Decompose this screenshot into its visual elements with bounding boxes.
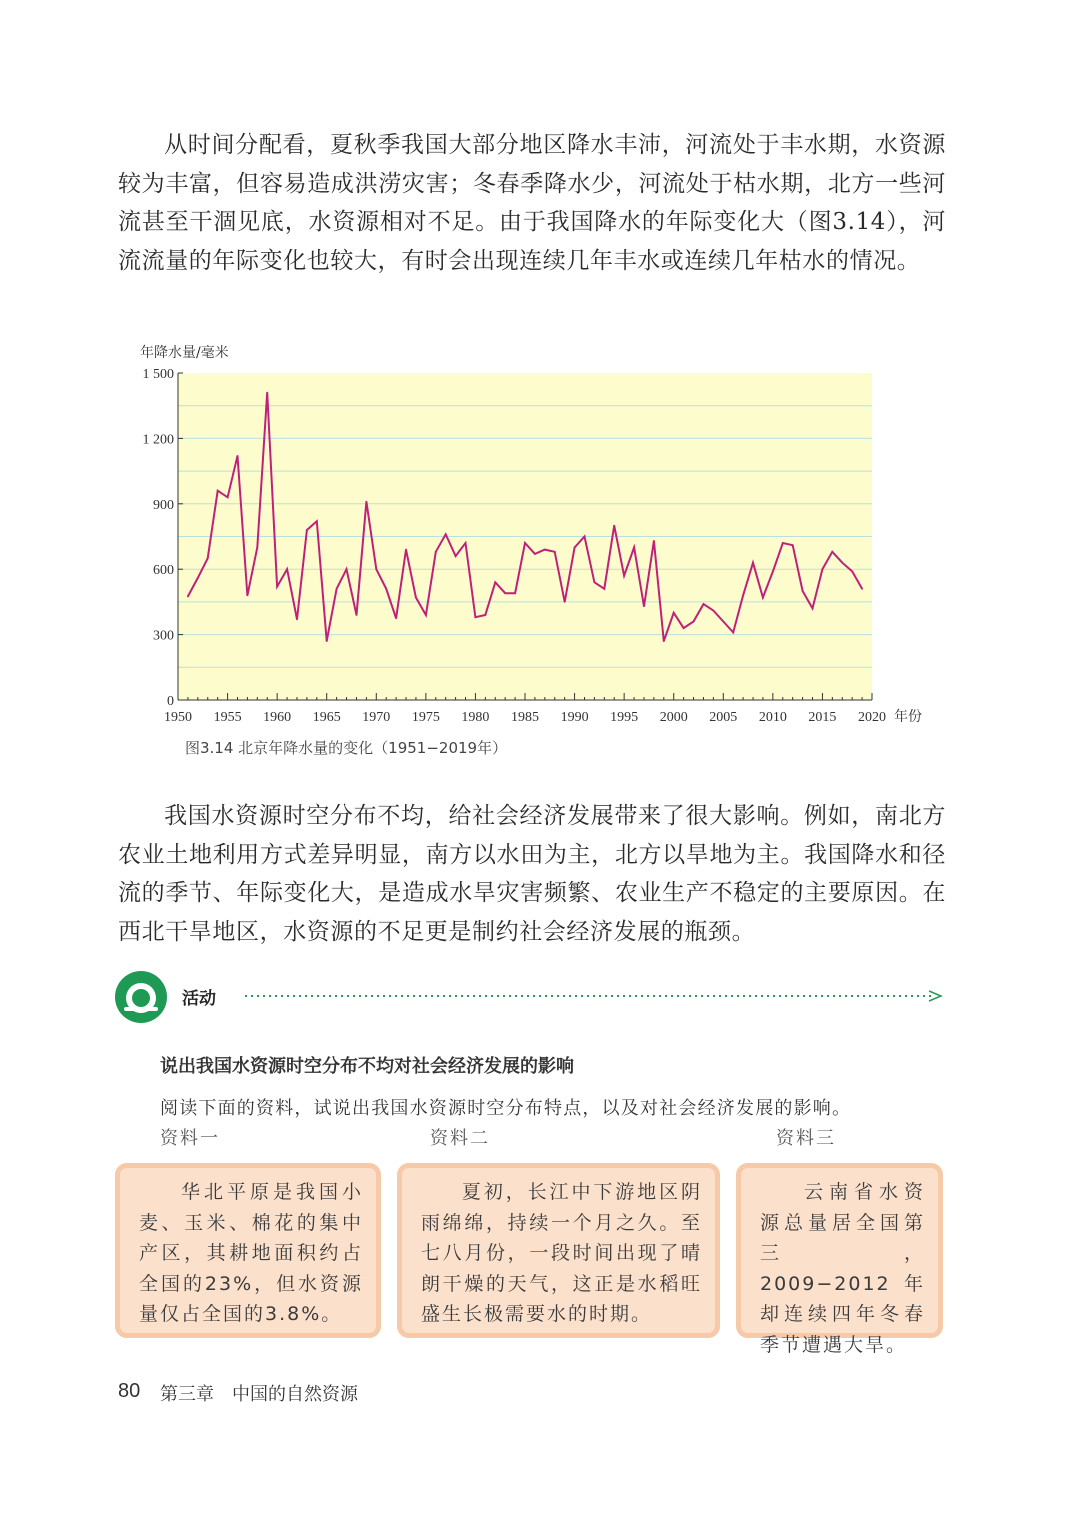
data-point <box>792 544 794 546</box>
data-point <box>812 608 814 610</box>
data-point <box>247 594 249 596</box>
x-tick-label: 1980 <box>461 710 490 725</box>
x-tick-label: 1995 <box>610 710 639 725</box>
data-point <box>574 547 576 549</box>
data-point <box>197 577 199 579</box>
card-1-text: 华北平原是我国小麦、玉米、棉花的集中产区，其耕地面积约占全国的23%，但水资源量仅占全国的3.8%。 <box>139 1181 363 1325</box>
material-card-3 <box>736 1163 943 1356</box>
data-point <box>623 575 625 577</box>
figure-caption: 图3.14 北京年降水量的变化（1951−2019年） <box>185 739 508 757</box>
data-point <box>584 536 586 538</box>
data-point <box>802 590 804 592</box>
data-point <box>484 614 486 616</box>
x-tick-label: 1985 <box>511 710 539 725</box>
y-tick-label: 300 <box>153 628 174 644</box>
data-point <box>544 549 546 551</box>
data-point <box>633 547 635 549</box>
y-tick-label: 1 200 <box>142 432 174 448</box>
y-tick-label: 1 500 <box>142 367 174 382</box>
data-point <box>663 640 665 642</box>
x-tick-label: 1970 <box>362 710 391 725</box>
data-point <box>554 551 556 553</box>
card-label-2: 资料二 <box>430 1128 490 1149</box>
data-point <box>831 551 833 553</box>
data-point <box>861 588 863 590</box>
card-label-1: 资料一 <box>160 1128 220 1149</box>
material-card-2 <box>397 1163 720 1338</box>
data-point <box>851 570 853 572</box>
card-3-text: 云南省水资源总量居全国第三，2009−2012年却连续四年冬春季节遭遇大旱。 <box>760 1181 925 1356</box>
data-point <box>395 617 397 619</box>
y-tick-label: 0 <box>167 694 174 709</box>
data-point <box>514 592 516 594</box>
page-number: 80 <box>118 1380 141 1402</box>
data-point <box>187 596 189 598</box>
data-point <box>722 621 724 623</box>
body-paragraph-1 <box>118 126 946 280</box>
data-point <box>217 490 219 492</box>
data-point <box>732 632 734 634</box>
data-point <box>316 520 318 522</box>
x-tick-label: 1960 <box>263 710 292 725</box>
data-point <box>237 455 239 457</box>
data-point <box>276 586 278 588</box>
data-point <box>782 542 784 544</box>
data-point <box>465 542 467 544</box>
x-tick-label: 1990 <box>560 710 589 725</box>
x-tick-label: 2010 <box>758 710 787 725</box>
chapter-title: 第三章 中国的自然资源 <box>160 1384 358 1405</box>
data-point <box>653 540 655 542</box>
data-point <box>504 592 506 594</box>
data-point <box>673 612 675 614</box>
activity-heading: 说出我国水资源时空分布不均对社会经济发展的影响 <box>160 1056 574 1077</box>
activity-ring-icon <box>114 970 168 1024</box>
data-point <box>266 392 268 394</box>
data-point <box>405 549 407 551</box>
data-point <box>534 553 536 555</box>
paragraph-1-text: 从时间分配看，夏秋季我国大部分地区降水丰沛，河流处于丰水期，水资源较为丰富，但容易造成洪涝灾害；冬春季降水少，河流处于枯水期，北方一些河流甚至干涸见底，水资源相对不足。由于我国降水的年际变化大（图3.14），河流流量的年际变化也较大，有时会出现连续几年丰水或连续几年枯水的情况。 <box>118 132 946 274</box>
card-label-3: 资料三 <box>776 1128 836 1149</box>
data-point <box>286 568 288 570</box>
data-point <box>772 570 774 572</box>
data-point <box>742 594 744 596</box>
data-point <box>613 525 615 527</box>
x-tick-label: 1975 <box>411 710 440 725</box>
data-point <box>603 588 605 590</box>
x-tick-label: 2000 <box>659 710 688 725</box>
y-tick-label: 600 <box>153 563 174 579</box>
data-point <box>356 614 358 616</box>
x-tick-label: 2015 <box>808 710 837 725</box>
data-point <box>415 597 417 599</box>
data-point <box>693 621 695 623</box>
x-tick-label: 2005 <box>709 710 738 725</box>
data-point <box>425 614 427 616</box>
card-2-text: 夏初，长江中下游地区阴雨绵绵，持续一个月之久。至七八月份，一段时间出现了晴朗干燥的天气，这正是水稻旺盛生长极需要水的时期。 <box>421 1181 702 1325</box>
data-point <box>524 542 526 544</box>
data-point <box>475 616 477 618</box>
data-point <box>594 581 596 583</box>
data-point <box>346 568 348 570</box>
data-point <box>445 533 447 535</box>
data-point <box>841 562 843 564</box>
precipitation-chart <box>120 335 940 765</box>
data-point <box>365 501 367 503</box>
paragraph-2-text: 我国水资源时空分布不均，给社会经济发展带来了很大影响。例如，南北方农业土地利用方式差异明显，南方以水田为主，北方以旱地为主。我国降水和径流的季节、年际变化大，是造成水旱灾害频繁、农业生产不稳定的主要原因。在西北干旱地区，水资源的不足更是制约社会经济发展的瓶颈。 <box>118 803 946 945</box>
chart-svg <box>120 335 940 735</box>
activity-dotted-divider <box>245 990 945 1002</box>
activity-instruction: 阅读下面的资料，试说出我国水资源时空分布特点，以及对社会经济发展的影响。 <box>160 1098 852 1119</box>
data-point <box>822 568 824 570</box>
y-tick-label: 900 <box>153 497 174 513</box>
activity-title: 活动 <box>182 989 216 1009</box>
data-point <box>762 597 764 599</box>
data-point <box>306 529 308 531</box>
data-point <box>703 603 705 605</box>
data-point <box>494 581 496 583</box>
data-point <box>326 640 328 642</box>
data-point <box>296 618 298 620</box>
data-point <box>564 601 566 603</box>
data-point <box>455 555 457 557</box>
x-tick-label: 1950 <box>164 710 192 725</box>
x-axis-title: 年份 <box>894 709 922 725</box>
x-tick-label: 1965 <box>312 710 341 725</box>
data-point <box>375 568 377 570</box>
material-card-1 <box>115 1163 381 1338</box>
data-point <box>256 547 258 549</box>
data-point <box>385 588 387 590</box>
data-point <box>752 562 754 564</box>
data-point <box>435 551 437 553</box>
y-axis-title: 年降水量/毫米 <box>140 345 229 361</box>
data-point <box>643 605 645 607</box>
body-paragraph-2 <box>118 797 946 951</box>
x-tick-label: 1955 <box>213 710 242 725</box>
data-point <box>207 557 209 559</box>
x-tick-label: 2020 <box>858 710 886 725</box>
data-point <box>712 610 714 612</box>
data-point <box>683 627 685 629</box>
data-point <box>227 496 229 498</box>
data-point <box>336 588 338 590</box>
